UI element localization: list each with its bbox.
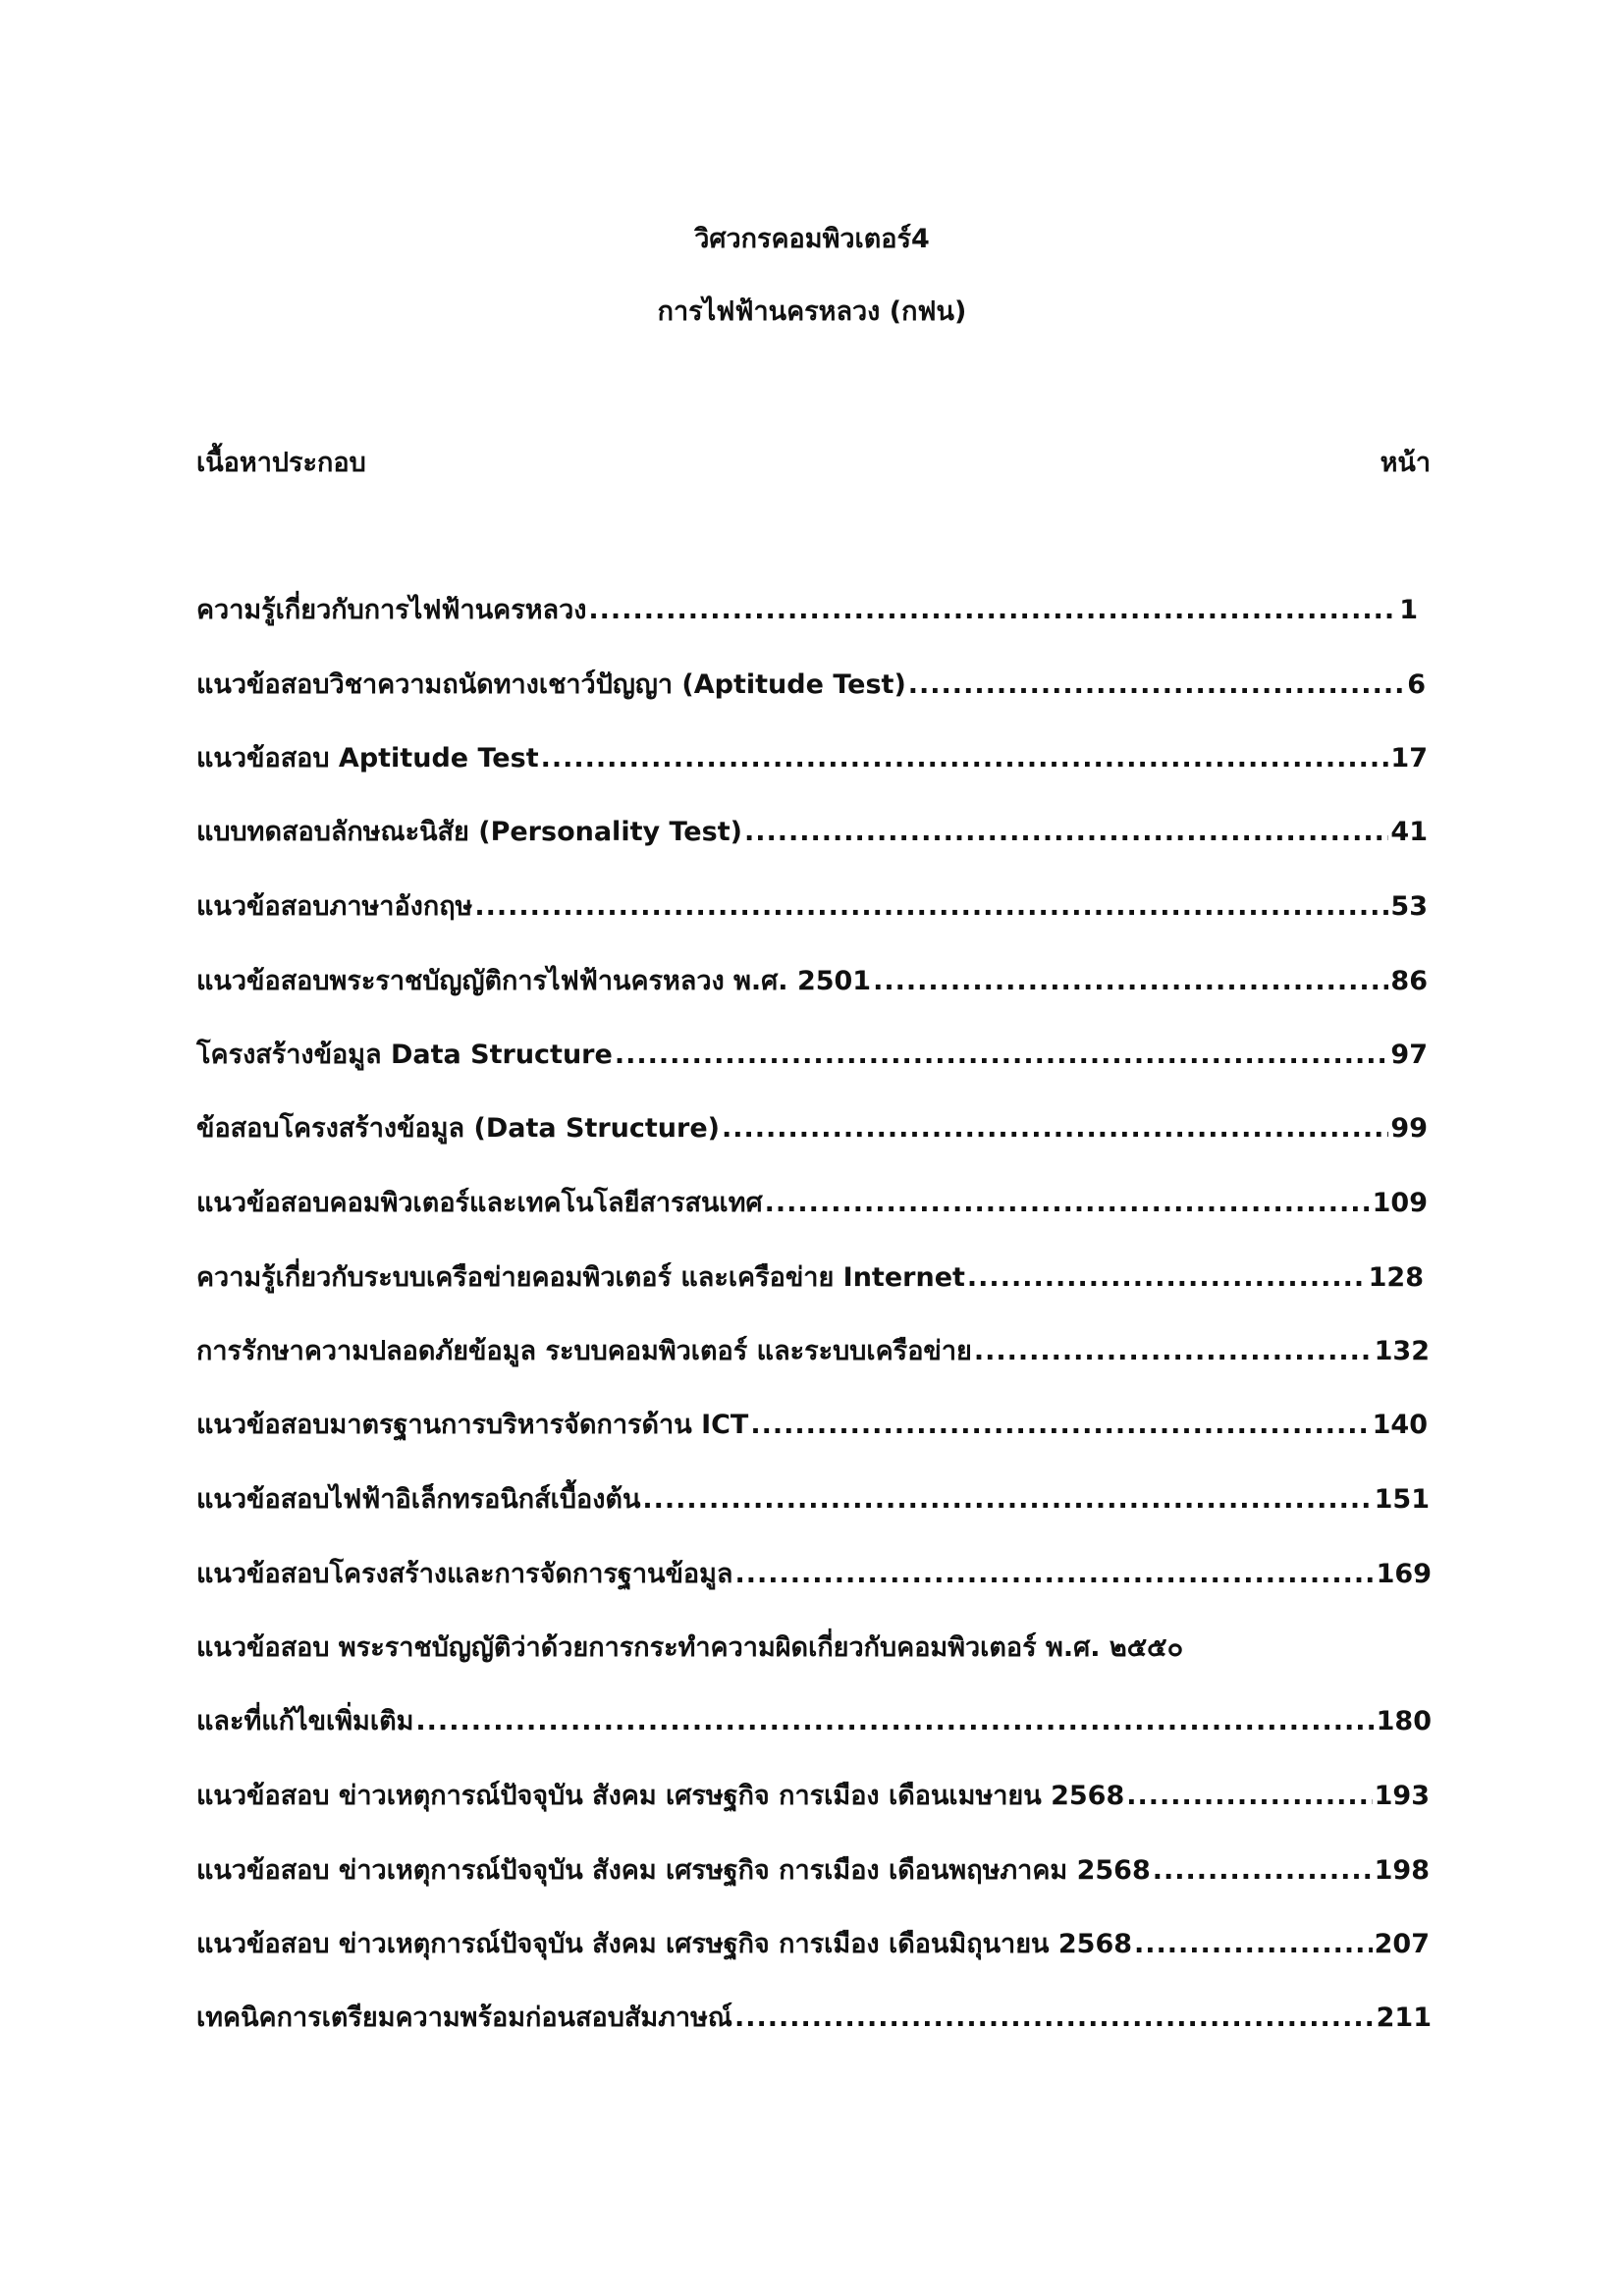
toc-entry bbox=[196, 1480, 1430, 1520]
page-column-heading: หน้า bbox=[1380, 448, 1431, 478]
toc-dot-leader bbox=[415, 1702, 1374, 1741]
toc-entry bbox=[196, 1258, 1424, 1298]
toc-entry-title: แบบทดสอบลักษณะนิสัย (Personality Test) bbox=[196, 817, 742, 847]
document-title: วิศวกรคอมพิวเตอร์4 bbox=[694, 224, 930, 254]
toc-entry bbox=[196, 666, 1426, 705]
toc-entry-page: 198 bbox=[1374, 1855, 1430, 1886]
toc-entry-page: 53 bbox=[1390, 891, 1428, 922]
toc-entry bbox=[196, 1925, 1430, 1964]
toc-entry bbox=[196, 1999, 1432, 2038]
toc-dot-leader bbox=[615, 1036, 1389, 1075]
toc-dot-leader bbox=[908, 666, 1405, 705]
toc-dot-leader bbox=[744, 813, 1388, 852]
toc-entry bbox=[196, 1851, 1430, 1891]
toc-entry-title: แนวข้อสอบไฟฟ้าอิเล็กทรอนิกส์เบื้องต้น bbox=[196, 1484, 641, 1515]
toc-entry-title: การรักษาความปลอดภัยข้อมูล ระบบคอมพิวเตอร์ และระบบเครือข่าย bbox=[196, 1336, 972, 1366]
toc-entry-page: 140 bbox=[1372, 1410, 1428, 1440]
toc-entry-title: แนวข้อสอบวิชาความถนัดทางเชาว์ปัญญา (Aptitude Test) bbox=[196, 669, 906, 700]
toc-entry-page: 6 bbox=[1407, 669, 1426, 700]
toc-entry-page: 97 bbox=[1390, 1040, 1428, 1070]
toc-dot-leader bbox=[1134, 1925, 1373, 1964]
toc-entry-page: 99 bbox=[1390, 1113, 1428, 1144]
toc-dot-leader bbox=[974, 1332, 1373, 1371]
toc-dot-leader bbox=[1126, 1777, 1372, 1816]
toc-entry-title: ข้อสอบโครงสร้างข้อมูล (Data Structure) bbox=[196, 1113, 720, 1144]
toc-dot-leader bbox=[873, 962, 1388, 1001]
toc-entry-title: แนวข้อสอบ ข่าวเหตุการณ์ปัจจุบัน สังคม เศรษฐกิจ การเมือง เดือนเมษายน 2568 bbox=[196, 1781, 1125, 1811]
toc-entry-title: ความรู้เกี่ยวกับระบบเครือข่ายคอมพิวเตอร์ และเครือข่าย Internet bbox=[196, 1262, 965, 1293]
toc-entry bbox=[196, 1109, 1428, 1148]
toc-entry-page: 193 bbox=[1374, 1781, 1430, 1811]
toc-dot-leader bbox=[474, 887, 1388, 927]
toc-entry bbox=[196, 1184, 1428, 1223]
toc-entry-page: 41 bbox=[1390, 817, 1428, 847]
toc-entry bbox=[196, 591, 1418, 630]
toc-entry-page: 128 bbox=[1368, 1262, 1424, 1293]
toc-entry bbox=[196, 1036, 1428, 1075]
toc-entry-title: แนวข้อสอบมาตรฐานการบริหารจัดการด้าน ICT bbox=[196, 1410, 749, 1440]
toc-entry-page: 169 bbox=[1376, 1559, 1432, 1589]
toc-entry-page: 1 bbox=[1399, 595, 1418, 625]
toc-entry bbox=[196, 813, 1428, 852]
toc-entry-title: แนวข้อสอบคอมพิวเตอร์และเทคโนโลยีสารสนเทศ bbox=[196, 1188, 763, 1218]
toc-entry-page: 109 bbox=[1372, 1188, 1428, 1218]
toc-entry bbox=[196, 1555, 1432, 1594]
contents-heading: เนื้อหาประกอบ bbox=[196, 448, 366, 478]
toc-entry-page: 207 bbox=[1374, 1929, 1430, 1959]
toc-entry-page: 180 bbox=[1376, 1706, 1432, 1736]
toc-entry-title: แนวข้อสอบ ข่าวเหตุการณ์ปัจจุบัน สังคม เศรษฐกิจ การเมือง เดือนมิถุนายน 2568 bbox=[196, 1929, 1133, 1959]
toc-entry-title: เทคนิคการเตรียมความพร้อมก่อนสอบสัมภาษณ์ bbox=[196, 2002, 732, 2033]
toc-entry-title: และที่แก้ไขเพิ่มเติม bbox=[196, 1706, 414, 1736]
toc-entry bbox=[196, 1777, 1430, 1816]
toc-entry-title: แนวข้อสอบ Aptitude Test bbox=[196, 743, 539, 774]
toc-entry-title: แนวข้อสอบโครงสร้างและการจัดการฐานข้อมูล bbox=[196, 1559, 733, 1589]
toc-entry bbox=[196, 1332, 1430, 1371]
toc-entry-page: 86 bbox=[1390, 966, 1428, 996]
toc-entry bbox=[196, 962, 1428, 1001]
toc-entry-title: โครงสร้างข้อมูล Data Structure bbox=[196, 1040, 613, 1070]
toc-entry-page: 211 bbox=[1376, 2002, 1432, 2033]
toc-entry-title: แนวข้อสอบภาษาอังกฤษ bbox=[196, 891, 473, 922]
toc-entry bbox=[196, 1406, 1428, 1445]
toc-entry-page: 151 bbox=[1374, 1484, 1430, 1515]
toc-dot-leader bbox=[642, 1480, 1372, 1520]
toc-dot-leader bbox=[722, 1109, 1388, 1148]
toc-dot-leader bbox=[588, 591, 1397, 630]
toc-entry-title-first-line: แนวข้อสอบ พระราชบัญญัติว่าด้วยการกระทำความผิดเกี่ยวกับคอมพิวเตอร์ พ.ศ. ๒๕๕๐ bbox=[196, 1632, 1184, 1663]
toc-entry bbox=[196, 739, 1428, 778]
toc-entry-page: 17 bbox=[1390, 743, 1428, 774]
toc-entry-page: 132 bbox=[1374, 1336, 1430, 1366]
toc-dot-leader bbox=[1153, 1851, 1373, 1891]
toc-entry-title: แนวข้อสอบพระราชบัญญัติการไฟฟ้านครหลวง พ.ศ. 2501 bbox=[196, 966, 872, 996]
toc-dot-leader bbox=[967, 1258, 1367, 1298]
toc-entry-title: แนวข้อสอบ ข่าวเหตุการณ์ปัจจุบัน สังคม เศรษฐกิจ การเมือง เดือนพฤษภาคม 2568 bbox=[196, 1855, 1151, 1886]
toc-entry bbox=[196, 1702, 1432, 1741]
toc-dot-leader bbox=[541, 739, 1389, 778]
toc-dot-leader bbox=[750, 1406, 1370, 1445]
toc-dot-leader bbox=[734, 1555, 1374, 1594]
toc-dot-leader bbox=[765, 1184, 1371, 1223]
toc-entry-title: ความรู้เกี่ยวกับการไฟฟ้านครหลวง bbox=[196, 595, 587, 625]
toc-entry bbox=[196, 887, 1428, 927]
toc-dot-leader bbox=[734, 1999, 1375, 2038]
document-subtitle: การไฟฟ้านครหลวง (กฟน) bbox=[657, 296, 967, 327]
